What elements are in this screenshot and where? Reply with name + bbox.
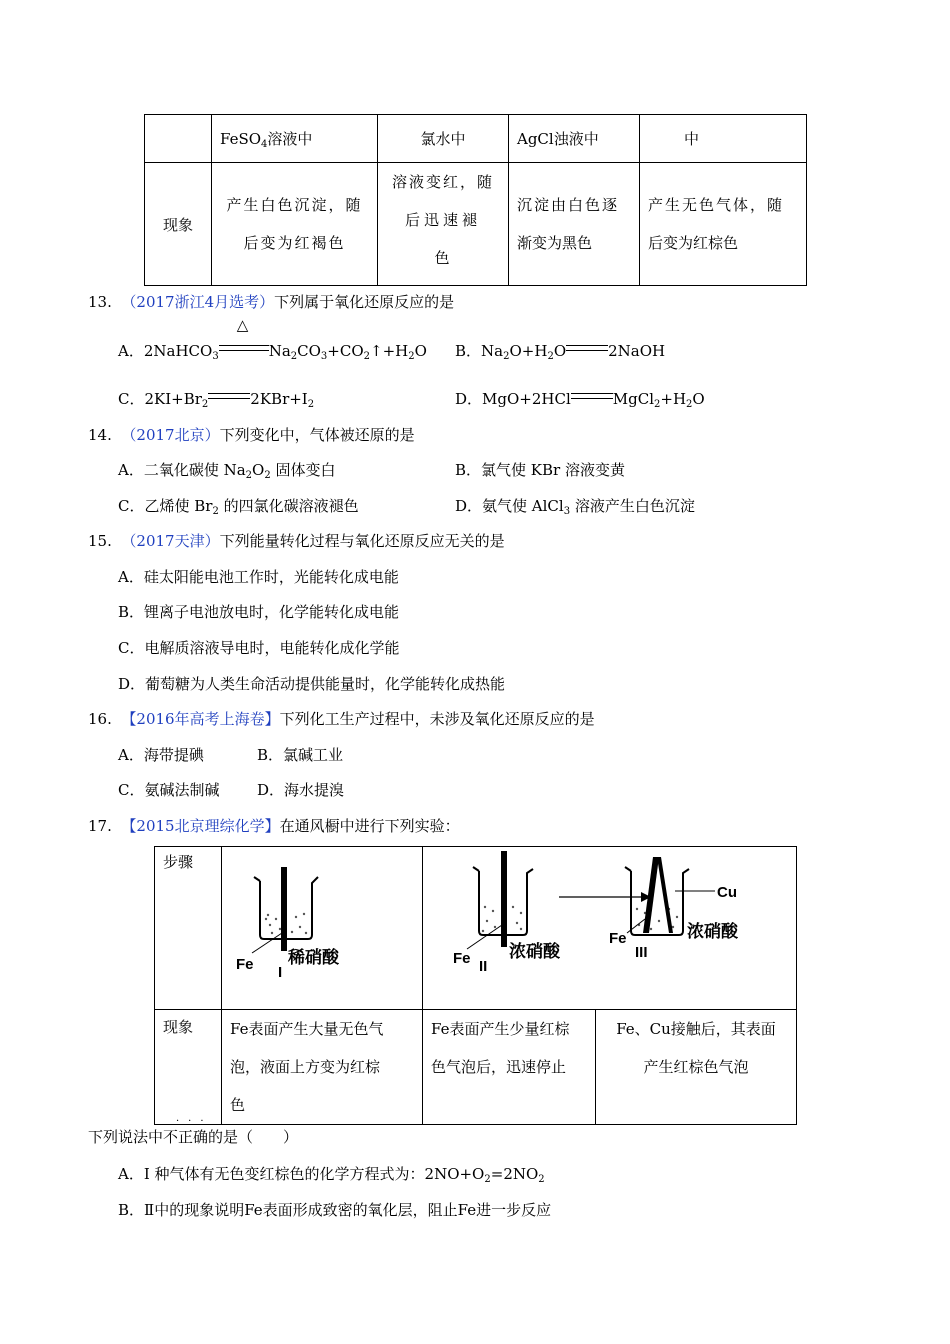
dilute-acid-label: 稀硝酸 bbox=[288, 948, 339, 968]
cell-line: 泡，液面上方变为红棕 bbox=[230, 1058, 381, 1076]
conc-acid-label: 浓硝酸 bbox=[509, 942, 560, 962]
q17-option-a: A．Ⅰ 种气体有无色变红棕色的化学方程式为：$2NO+O_2=2NO_2$ bbox=[118, 1165, 545, 1185]
beaker-diagram-2 bbox=[423, 847, 797, 1010]
phen-cell-1 bbox=[222, 1010, 423, 1125]
question-text: 在通风橱中进行下列实验： bbox=[279, 817, 460, 835]
q17-stem bbox=[88, 815, 460, 836]
q13-option-a: A．2NaHCO$_3$ △ $Na_2CO_3+CO_2↑+H_2O$ bbox=[118, 316, 427, 362]
cell-line: 渐变为黑色 bbox=[517, 234, 593, 252]
q15-option-b: B．锂离子电池放电时，化学能转化成电能 bbox=[118, 603, 400, 621]
q13-option-d: D．MgO+2HCl $MgCl_2+H_2O$ bbox=[455, 390, 705, 410]
q13-option-c: C．$2KI+Br_2$ $2KBr+I_2$ bbox=[118, 390, 315, 410]
heat-symbol: △ bbox=[236, 316, 249, 334]
cell-line: 溶液变红，随 bbox=[391, 173, 494, 191]
fe-label: Fe bbox=[236, 956, 254, 973]
question-source: （2017北京） bbox=[121, 426, 220, 444]
cu-label: Cu bbox=[717, 884, 737, 901]
q14-option-b: B．氯气使 KBr 溶液变黄 bbox=[455, 461, 625, 479]
fe-label: Fe bbox=[609, 930, 627, 947]
q15-stem bbox=[88, 530, 505, 551]
table1-row-label: 现象 bbox=[145, 163, 212, 286]
question-text: 下列化工生产过程中，未涉及氧化还原反应的是 bbox=[279, 710, 595, 728]
fe-wire bbox=[281, 867, 287, 951]
fe-label: Fe bbox=[453, 950, 471, 967]
question-number: 13. bbox=[88, 293, 112, 311]
cell-line: 色 bbox=[230, 1096, 248, 1114]
table1-cell bbox=[509, 163, 640, 286]
question-source: 【2015北京理综化学】 bbox=[121, 817, 280, 835]
q16-option-d: D．海水提溴 bbox=[257, 781, 345, 799]
cell-line: Fe表面产生大量无色气 bbox=[230, 1020, 384, 1038]
q14-option-a: A．二氧化碳使 $Na_2O_2$ 固体变白 bbox=[118, 461, 336, 481]
table1-cell bbox=[640, 163, 807, 286]
cell-line: 沉淀由白色逐 bbox=[517, 196, 620, 214]
table1-cell bbox=[378, 163, 509, 286]
fe-wire bbox=[501, 851, 507, 947]
table1-header-agcl: AgCl浊液中 bbox=[509, 115, 640, 163]
question-text: 下列变化中，气体被还原的是 bbox=[219, 426, 415, 444]
beaker-diagram-1 bbox=[222, 847, 423, 1010]
q16-option-b: B．氯碱工业 bbox=[257, 746, 344, 764]
q16-stem bbox=[88, 708, 595, 729]
q15-option-d: D．葡萄糖为人类生命活动提供能量时，化学能转化成热能 bbox=[118, 675, 506, 693]
table1-header-chlorine: 氯水中 bbox=[378, 115, 509, 163]
question-number: 14. bbox=[88, 426, 112, 444]
cell-line: 产生红棕色气泡 bbox=[643, 1058, 749, 1076]
q15-option-a: A．硅太阳能电池工作时，光能转化成电能 bbox=[118, 568, 399, 586]
beaker-icon bbox=[625, 867, 689, 935]
label-II: II bbox=[479, 958, 488, 975]
arrow-icon bbox=[559, 892, 651, 902]
question-source: 【2016年高考上海卷】 bbox=[121, 710, 280, 728]
q13-option-b: B．$Na_2O+H_2O$ 2NaOH bbox=[455, 342, 666, 362]
phen-cell-3 bbox=[596, 1010, 797, 1125]
question-number: 15. bbox=[88, 532, 112, 550]
q14-option-c: C．乙烯使 $Br_2$ 的四氯化碳溶液褪色 bbox=[118, 497, 359, 517]
question-text: 下列能量转化过程与氧化还原反应无关的是 bbox=[219, 532, 505, 550]
cell-line: 色 bbox=[434, 249, 452, 267]
conc-acid-label: 浓硝酸 bbox=[687, 922, 738, 942]
phen-cell-2 bbox=[423, 1010, 596, 1125]
q13-stem bbox=[88, 291, 454, 312]
q14-stem bbox=[88, 424, 415, 445]
table1-header-feso4: FeSO$_4$溶液中 bbox=[212, 115, 378, 163]
table1-header-last: 中 bbox=[640, 115, 807, 163]
q14-option-d: D．氨气使 AlCl$_3$ 溶液产生白色沉淀 bbox=[455, 497, 695, 517]
cell-line: 产生白色沉淀，随 bbox=[226, 196, 363, 214]
label-III: III bbox=[635, 944, 648, 961]
phen-label: 现象 bbox=[155, 1010, 222, 1125]
question-text: 下列属于氧化还原反应的是 bbox=[274, 293, 455, 311]
q17-question: 下列说法中不正确的是（ ） bbox=[88, 1128, 299, 1146]
emphasis-dots: ··· bbox=[176, 1116, 213, 1127]
cell-line: 后变为红棕色 bbox=[648, 234, 739, 252]
reaction-table bbox=[144, 114, 807, 286]
step-figure-2 bbox=[423, 847, 797, 1010]
q17-option-b: B．Ⅱ中的现象说明Fe表面形成致密的氧化层，阻止Fe进一步反应 bbox=[118, 1201, 552, 1219]
cell-line: Fe表面产生少量红棕 bbox=[431, 1020, 570, 1038]
question-source: （2017天津） bbox=[121, 532, 220, 550]
question-number: 16. bbox=[88, 710, 112, 728]
step-label: 步骤 bbox=[155, 847, 222, 1010]
experiment-table bbox=[154, 846, 797, 1125]
question-number: 17. bbox=[88, 817, 112, 835]
cell-line: 色气泡后，迅速停止 bbox=[431, 1058, 567, 1076]
cell-line: 后迅速褪 bbox=[404, 211, 481, 229]
q16-option-a: A．海带提碘 bbox=[118, 746, 204, 764]
label-I: I bbox=[278, 964, 283, 981]
question-source: （2017浙江4月选考） bbox=[121, 293, 275, 311]
table1-cell bbox=[212, 163, 378, 286]
cell-line: 产生无色气体，随 bbox=[648, 196, 785, 214]
q15-option-c: C．电解质溶液导电时，电能转化成化学能 bbox=[118, 639, 400, 657]
table1-corner bbox=[145, 115, 212, 163]
cell-line: 后变为红褐色 bbox=[243, 234, 346, 252]
step-figure-1 bbox=[222, 847, 423, 1010]
cell-line: Fe、Cu接触后，其表面 bbox=[616, 1020, 776, 1038]
q16-option-c: C．氨碱法制碱 bbox=[118, 781, 220, 799]
